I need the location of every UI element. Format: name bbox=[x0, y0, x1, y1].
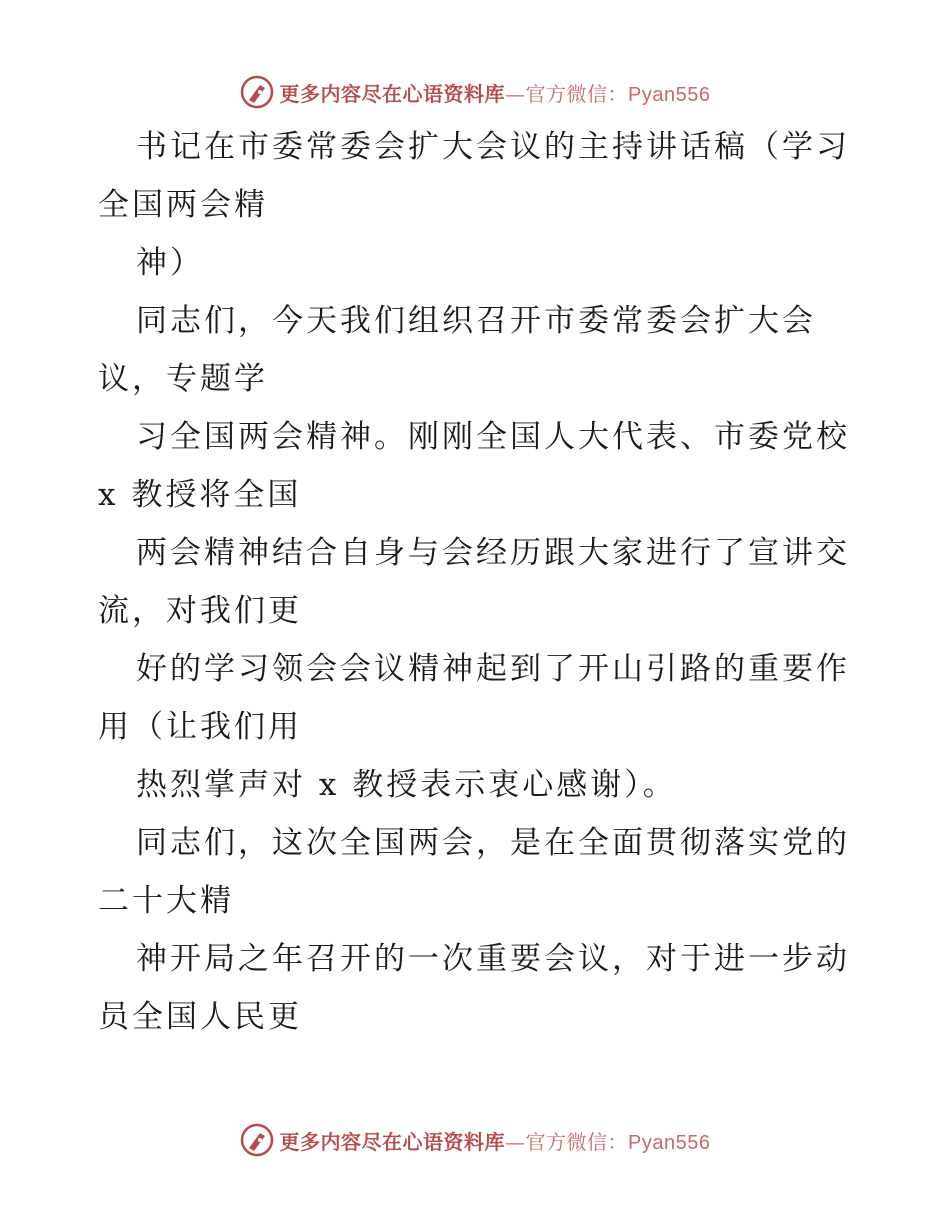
text-line: 热烈掌声对 x 教授表示衷心感谢）。 bbox=[136, 767, 677, 803]
text-line: 两会精神结合自身与会经历跟大家进行了宣讲交 bbox=[136, 535, 850, 571]
watermark-sub: 官方微信： bbox=[525, 1129, 629, 1154]
watermark-dash: — bbox=[505, 1129, 526, 1154]
text-line: 神开局之年召开的一次重要会议，对于进一步动 bbox=[136, 941, 850, 977]
text-line: 书记在市委常委会扩大会议的主持讲话稿（学习 bbox=[136, 129, 850, 165]
watermark-main: 更多内容尽在心语资料库 bbox=[279, 81, 506, 106]
pen-nib-logo-icon bbox=[240, 75, 274, 109]
watermark-wechat-id: Pyan556 bbox=[628, 1131, 711, 1154]
text-line: 议，专题学 bbox=[98, 361, 268, 397]
text-line: 流，对我们更 bbox=[98, 593, 302, 629]
text-line: 同志们，今天我们组织召开市委常委会扩大会 bbox=[136, 303, 816, 339]
watermark-text bbox=[280, 1126, 711, 1155]
text-line: 习全国两会精神。刚刚全国人大代表、市委党校 bbox=[136, 419, 850, 455]
text-line: 二十大精 bbox=[98, 883, 234, 919]
pen-nib-logo-icon bbox=[240, 1123, 274, 1157]
text-line: 全国两会精 bbox=[98, 187, 268, 223]
text-line: 神） bbox=[136, 245, 204, 281]
footer-watermark bbox=[0, 1120, 950, 1160]
watermark-dash: — bbox=[505, 81, 526, 106]
text-line: 用（让我们用 bbox=[98, 709, 302, 745]
text-line: x 教授将全国 bbox=[98, 477, 302, 513]
watermark-main: 更多内容尽在心语资料库 bbox=[279, 1129, 506, 1154]
text-line: 同志们，这次全国两会，是在全面贯彻落实党的 bbox=[136, 825, 850, 861]
watermark-text bbox=[280, 78, 711, 107]
watermark-wechat-id: Pyan556 bbox=[628, 83, 711, 106]
watermark-sub: 官方微信： bbox=[525, 81, 629, 106]
header-watermark bbox=[0, 72, 950, 112]
text-line: 好的学习领会会议精神起到了开山引路的重要作 bbox=[136, 651, 850, 687]
document-body bbox=[98, 118, 858, 1046]
text-line: 员全国人民更 bbox=[98, 999, 302, 1035]
